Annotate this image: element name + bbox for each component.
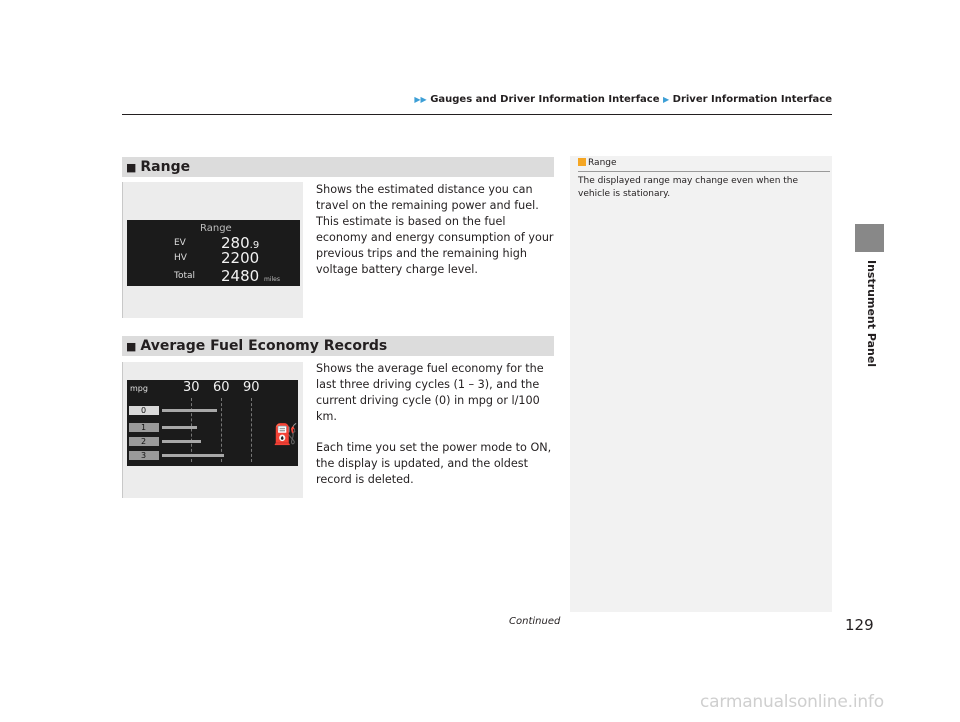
fuel-display-screen xyxy=(127,380,298,466)
continued-label: Continued xyxy=(509,616,561,627)
breadcrumb-arrow-icon: ▶▶ xyxy=(414,95,427,104)
page-number: 129 xyxy=(845,616,874,634)
fuel-record-bar xyxy=(162,409,217,412)
breadcrumb xyxy=(414,94,832,105)
fuel-record-label: 1 xyxy=(129,423,159,432)
fuel-unit-label: mpg xyxy=(130,384,148,393)
fuel-record-bar xyxy=(162,440,201,443)
range-total-label: Total xyxy=(174,271,196,281)
range-hv-label: HV xyxy=(174,253,187,263)
note-divider xyxy=(578,171,830,172)
range-section-title: Range xyxy=(140,159,191,175)
range-ev-value: 280.9 xyxy=(221,234,260,252)
fuel-display-image xyxy=(122,362,303,498)
range-section-header xyxy=(122,157,554,177)
section-square-icon: ■ xyxy=(126,339,137,353)
breadcrumb-item-gauges[interactable]: Gauges and Driver Information Interface xyxy=(430,94,660,105)
range-ev-label: EV xyxy=(174,238,186,248)
range-body-text: Shows the estimated distance you can travel on the remaining power and fuel. This estimate is based on the fuel economy and energy consumption of your previous trips and the remaining high voltage battery charge level. xyxy=(316,183,554,276)
fuel-tick-label: 90 xyxy=(243,380,260,395)
range-hv-value: 2200 xyxy=(221,249,260,267)
range-display-image xyxy=(122,182,303,318)
fuel-body-paragraph-1: Shows the average fuel economy for the last three driving cycles (1 – 3), and the current driving cycle (0) in mpg or l/100 km. xyxy=(316,362,544,423)
fuel-tick-label: 30 xyxy=(183,380,200,395)
range-display-screen xyxy=(127,220,300,286)
fuel-record-label: 3 xyxy=(129,451,159,460)
note-heading: Range xyxy=(578,158,617,168)
fuel-grid-line xyxy=(251,398,252,462)
section-square-icon: ■ xyxy=(126,160,137,174)
fuel-grid-line xyxy=(221,398,222,462)
range-unit-label: miles xyxy=(264,276,280,283)
chapter-tab-marker xyxy=(855,224,884,252)
note-sidebar xyxy=(570,156,832,612)
fuel-body-paragraph-2: Each time you set the power mode to ON, the display is updated, and the oldest record is deleted. xyxy=(316,441,552,486)
fuel-section-title: Average Fuel Economy Records xyxy=(140,338,388,354)
breadcrumb-item-driver-info[interactable]: Driver Information Interface xyxy=(672,94,832,105)
note-text: The displayed range may change even when the vehicle is stationary. xyxy=(578,176,799,199)
fuel-record-label: 2 xyxy=(129,437,159,446)
fuel-record-bar xyxy=(162,454,224,457)
range-display-title: Range xyxy=(200,223,232,234)
breadcrumb-arrow-icon: ▶ xyxy=(663,95,670,104)
note-icon xyxy=(578,158,586,166)
watermark: carmanualsonline.info xyxy=(700,692,884,712)
fuel-tick-label: 60 xyxy=(213,380,230,395)
fuel-grid-line xyxy=(191,398,192,462)
range-total-value: 2480 xyxy=(221,267,260,285)
range-description xyxy=(316,182,556,293)
fuel-pump-icon: ⛽ xyxy=(273,422,298,446)
chapter-tab-label: Instrument Panel xyxy=(865,260,878,368)
fuel-description xyxy=(316,361,556,503)
header-divider xyxy=(122,114,832,115)
fuel-record-bar xyxy=(162,426,197,429)
fuel-section-header xyxy=(122,336,554,356)
fuel-record-label: 0 xyxy=(129,406,159,415)
